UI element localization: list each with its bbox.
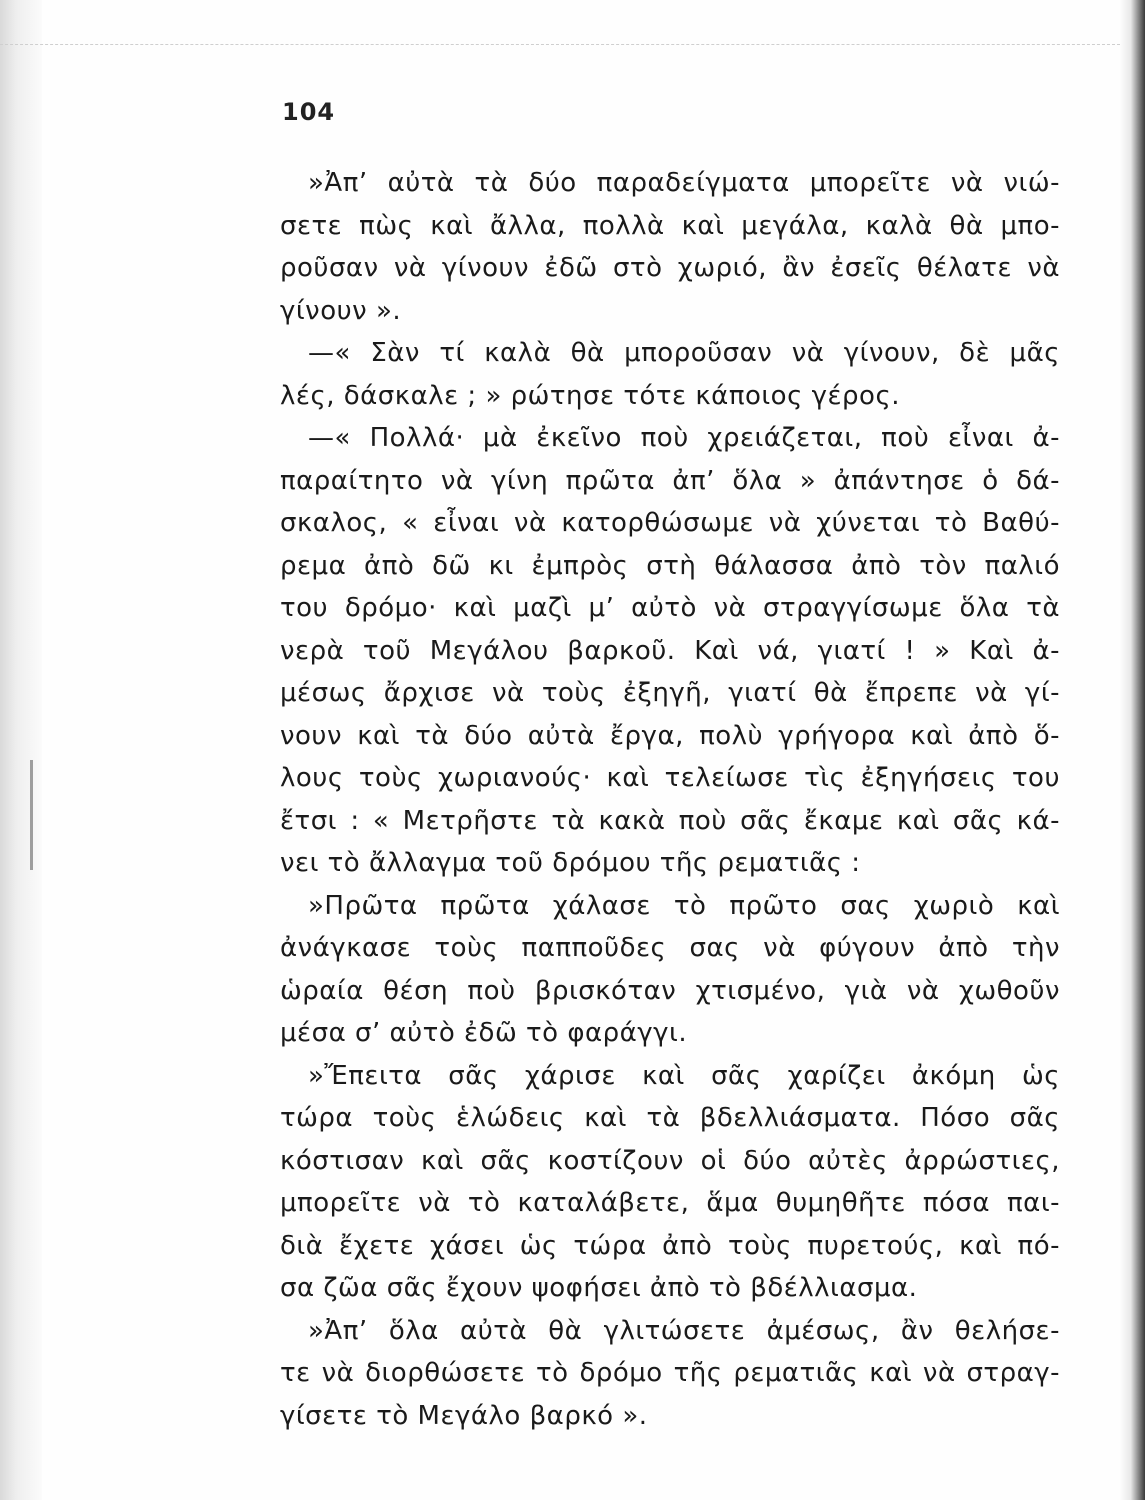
text-line: σα ζῶα σᾶς ἔχουν ψοφήσει ἀπὸ τὸ βδέλλιασμα. — [280, 1273, 918, 1303]
text-line: τε νὰ διορθώσετε τὸ δρόμο τῆς ρεματιᾶς καὶ νὰ στραγ- — [280, 1358, 1060, 1388]
body-text — [280, 162, 1060, 1437]
scan-edge-line — [0, 44, 1120, 46]
text-line: γίσετε τὸ Μεγάλο βαρκό ». — [280, 1400, 648, 1431]
text-line: σκαλος, « εἶναι νὰ κατορθώσωμε νὰ χύνεται τὸ Βαθύ- — [280, 508, 1060, 538]
text-line: »Ἔπειτα σᾶς χάρισε καὶ σᾶς χαρίζει ἀκόμη ὡς — [308, 1060, 1060, 1091]
text-line: κόστισαν καὶ σᾶς κοστίζουν οἱ δύο αὐτὲς ἀρρώστιες, — [280, 1145, 1060, 1176]
text-line: λους τοὺς χωριανούς· καὶ τελείωσε τὶς ἐξηγήσεις του — [280, 763, 1060, 793]
binding-mark — [30, 760, 33, 870]
text-line: γίνουν ». — [280, 295, 402, 326]
text-line: μέσα σ’ αὐτὸ ἐδῶ τὸ φαράγγι. — [280, 1018, 688, 1048]
text-line: του δρόμο· καὶ μαζὶ μ’ αὐτὸ νὰ στραγγίσωμε ὅλα τὰ — [280, 593, 1060, 623]
binding-shadow — [0, 0, 42, 1500]
text-line: νουν καὶ τὰ δύο αὐτὰ ἔργα, πολὺ γρήγορα καὶ ἀπὸ ὅ- — [280, 720, 1060, 751]
text-line: —« Πολλά· μὰ ἐκεῖνο ποὺ χρειάζεται, ποὺ εἶναι ἀ- — [308, 423, 1060, 453]
text-line: διὰ ἔχετε χάσει ὡς τώρα ἀπὸ τοὺς πυρετούς, καὶ πό- — [280, 1230, 1060, 1261]
text-line: μέσως ἄρχισε νὰ τοὺς ἐξηγῆ, γιατί θὰ ἔπρεπε νὰ γί- — [280, 678, 1060, 708]
text-line: νει τὸ ἄλλαγμα τοῦ δρόμου τῆς ρεματιᾶς : — [280, 848, 861, 878]
text-line: ὡραία θέση ποὺ βρισκόταν χτισμένο, γιὰ νὰ χωθοῦν — [280, 975, 1060, 1006]
text-line: σετε πὼς καὶ ἄλλα, πολλὰ καὶ μεγάλα, καλὰ θὰ μπο- — [280, 210, 1060, 241]
text-line: ροῦσαν νὰ γίνουν ἐδῶ στὸ χωριό, ἂν ἐσεῖς θέλατε νὰ — [280, 253, 1060, 283]
text-line: λές, δάσκαλε ; » ρώτησε τότε κάποιος γέρος. — [280, 380, 900, 411]
text-line: ἔτσι : « Μετρῆστε τὰ κακὰ ποὺ σᾶς ἔκαμε καὶ σᾶς κά- — [280, 805, 1060, 836]
page-number: 104 — [282, 98, 336, 126]
text-line: —« Σὰν τί καλὰ θὰ μποροῦσαν νὰ γίνουν, δὲ μᾶς — [308, 338, 1060, 368]
text-line: »Ἀπ’ ὅλα αὐτὰ θὰ γλιτώσετε ἀμέσως, ἂν θελήσε- — [308, 1315, 1060, 1346]
text-line: ρεμα ἀπὸ δῶ κι ἐμπρὸς στὴ θάλασσα ἀπὸ τὸν παλιό — [280, 550, 1060, 581]
text-line: »Ἀπ’ αὐτὰ τὰ δύο παραδείγματα μπορεῖτε νὰ νιώ- — [308, 168, 1060, 198]
text-line: »Πρῶτα πρῶτα χάλασε τὸ πρῶτο σας χωριὸ καὶ — [308, 890, 1060, 921]
page-edge-shadow — [1119, 0, 1145, 1500]
text-line: ἀνάγκασε τοὺς παπποῦδες σας νὰ φύγουν ἀπὸ τὴν — [280, 933, 1060, 963]
text-line: νερὰ τοῦ Μεγάλου βαρκοῦ. Καὶ νά, γιατί ! » Καὶ ἀ- — [280, 635, 1060, 666]
text-line: παραίτητο νὰ γίνη πρῶτα ἀπ’ ὅλα » ἀπάντησε ὁ δά- — [280, 465, 1060, 496]
text-line: τώρα τοὺς ἑλώδεις καὶ τὰ βδελλιάσματα. Πόσο σᾶς — [280, 1103, 1060, 1133]
text-line: μπορεῖτε νὰ τὸ καταλάβετε, ἅμα θυμηθῆτε πόσα παι- — [280, 1188, 1060, 1218]
